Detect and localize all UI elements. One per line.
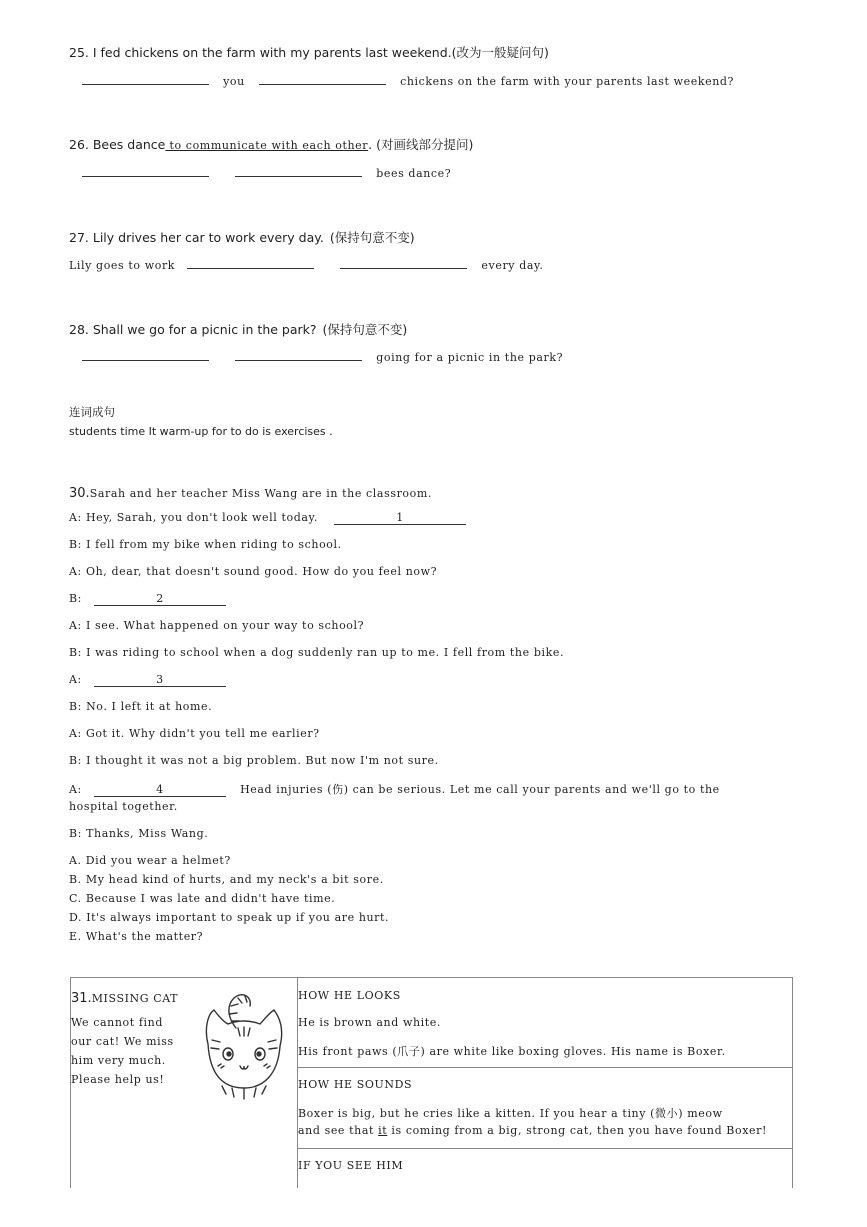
section-looks-line-2: His front paws (爪子) are white like boxing gloves. His name is Boxer. xyxy=(298,1045,726,1058)
q30-intro: 30.Sarah and her teacher Miss Wang are in the classroom. xyxy=(69,486,432,501)
q30-line-4: B: 2 xyxy=(69,592,226,606)
poster-left-line-4: Please help us! xyxy=(71,1073,165,1086)
q30-line-7: A: 3 xyxy=(69,673,226,687)
q30-option-d: D. It's always important to speak up if you are hurt. xyxy=(69,911,390,924)
poster-title: 31.MISSING CAT xyxy=(71,991,179,1006)
q30-line-9: A: Got it. Why didn't you tell me earlier? xyxy=(69,727,320,740)
q30-blank-4[interactable]: 4 xyxy=(94,783,226,797)
section-sounds-heading: HOW HE SOUNDS xyxy=(298,1078,413,1091)
row-divider-2 xyxy=(297,1148,792,1149)
underlined-it: it xyxy=(378,1124,388,1137)
q30-option-b: B. My head kind of hurts, and my neck's a bit sore. xyxy=(69,873,384,886)
section-sounds-line-1: Boxer is big, but he cries like a kitten. If you hear a tiny (微小) meow xyxy=(298,1107,723,1120)
missing-cat-poster xyxy=(70,977,793,1188)
q28-prompt: 28. Shall we go for a picnic in the park? (保持句意不变) xyxy=(69,322,408,337)
q30-blank-3[interactable]: 3 xyxy=(94,673,226,687)
q30-line-12: B: Thanks, Miss Wang. xyxy=(69,827,209,840)
q27-blank-1[interactable] xyxy=(187,256,314,269)
q30-line-1: A: Hey, Sarah, you don't look well today. 1 xyxy=(69,511,466,525)
q28-blank-2[interactable] xyxy=(235,348,362,361)
q28-blank-1[interactable] xyxy=(82,348,209,361)
q30-line-11: A: 4 Head injuries (伤) can be serious. Let me call your parents and we'll go to the xyxy=(69,783,720,796)
poster-left-line-1: We cannot find xyxy=(71,1016,163,1029)
q26-blank-1[interactable] xyxy=(82,164,209,177)
row-divider-1 xyxy=(297,1067,792,1068)
q30-line-11-cont: hospital together. xyxy=(69,800,178,813)
cat-drawing-icon xyxy=(198,988,290,1104)
q26-blank-2[interactable] xyxy=(235,164,362,177)
q30-option-e: E. What's the matter? xyxy=(69,930,204,943)
poster-left-line-2: our cat! We miss xyxy=(71,1035,174,1048)
q30-blank-1[interactable]: 1 xyxy=(334,511,466,525)
q25-blank-1[interactable] xyxy=(82,72,209,85)
q30-option-c: C. Because I was late and didn't have time. xyxy=(69,892,336,905)
q26-underlined-part: to communicate with each other xyxy=(165,139,369,152)
q30-line-6: B: I was riding to school when a dog suddenly ran up to me. I fell from the bike. xyxy=(69,646,565,659)
q26-prompt: 26. Bees dance to communicate with each other. (对画线部分提问) xyxy=(69,137,474,152)
q26-answer-line: bees dance? xyxy=(82,164,451,180)
section-looks-line-1: He is brown and white. xyxy=(298,1016,442,1029)
q30-line-5: A: I see. What happened on your way to school? xyxy=(69,619,365,632)
q30-option-a: A. Did you wear a helmet? xyxy=(69,854,231,867)
poster-left-line-3: him very much. xyxy=(71,1054,166,1067)
q29-heading: 连词成句 xyxy=(69,405,115,419)
q30-line-10: B: I thought it was not a big problem. But now I'm not sure. xyxy=(69,754,439,767)
q25-answer-line: you chickens on the farm with your parents last weekend? xyxy=(82,72,734,88)
section-see-him-heading: IF YOU SEE HIM xyxy=(298,1159,404,1172)
q27-prompt: 27. Lily drives her car to work every day. (保持句意不变) xyxy=(69,230,415,245)
q25-blank-2[interactable] xyxy=(259,72,386,85)
q28-answer-line: going for a picnic in the park? xyxy=(82,348,563,364)
section-looks-heading: HOW HE LOOKS xyxy=(298,989,401,1002)
q27-answer-line: Lily goes to work every day. xyxy=(69,256,543,272)
q30-line-2: B: I fell from my bike when riding to school. xyxy=(69,538,342,551)
q27-blank-2[interactable] xyxy=(340,256,467,269)
q29-words: students time It warm-up for to do is exercises . xyxy=(69,425,333,438)
q25-prompt: 25. I fed chickens on the farm with my parents last weekend.(改为一般疑问句) xyxy=(69,45,549,60)
q30-blank-2[interactable]: 2 xyxy=(94,592,226,606)
section-sounds-line-2: and see that it is coming from a big, strong cat, then you have found Boxer! xyxy=(298,1124,768,1137)
q30-line-8: B: No. I left it at home. xyxy=(69,700,213,713)
q30-line-3: A: Oh, dear, that doesn't sound good. How do you feel now? xyxy=(69,565,438,578)
